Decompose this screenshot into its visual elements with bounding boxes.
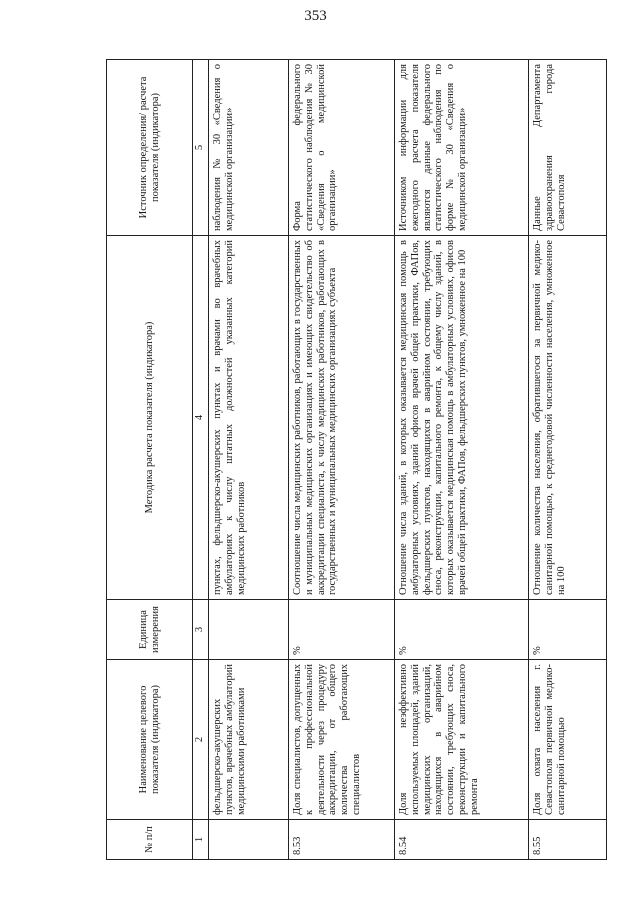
indicator-table bbox=[106, 59, 607, 860]
column-number: 4 bbox=[193, 236, 209, 600]
indicator-name: фельдшерско-акушерских пунктов, врачебных амбулаторий медицинскими работниками bbox=[209, 660, 289, 820]
table-row bbox=[289, 60, 395, 860]
row-number: 8.55 bbox=[529, 820, 607, 860]
header-indicator-name: Наименование целевого показателя (индикатора) bbox=[107, 660, 193, 820]
source: наблюдения № 30 «Сведения о медицинской организации» bbox=[209, 60, 289, 236]
table-header-row bbox=[107, 60, 193, 860]
column-number: 1 bbox=[193, 820, 209, 860]
row-number: 8.54 bbox=[395, 820, 529, 860]
column-number-row bbox=[193, 60, 209, 860]
unit bbox=[209, 600, 289, 660]
header-unit: Единица измерения bbox=[107, 600, 193, 660]
rotated-table-area bbox=[106, 60, 606, 860]
row-number bbox=[209, 820, 289, 860]
table-row bbox=[529, 60, 607, 860]
method: Соотношение числа медицинских работников, работающих в государственных и муниципальных медицинских организациях и имеющих свидетельство об аккредитации специалиста, к числу медицинских работников, работающих в государственных и муниципальных медицинских организациях субъекта bbox=[289, 236, 395, 600]
indicator-name: Доля специалистов, допущенных к профессиональной деятельности через процедуру аккредитации, от общего количества работающих специалистов bbox=[289, 660, 395, 820]
source: Форма федерального статистического наблюдения № 30 «Сведения о медицинской организации» bbox=[289, 60, 395, 236]
unit: % bbox=[395, 600, 529, 660]
page-number: 353 bbox=[304, 8, 327, 24]
column-number: 2 bbox=[193, 660, 209, 820]
row-number: 8.53 bbox=[289, 820, 395, 860]
indicator-name: Доля неэффективно используемых площадей, зданий медицинских организаций, находящихся в аварийном состоянии, требующих сноса, реконструкции и капитального ремонта bbox=[395, 660, 529, 820]
header-method: Методика расчета показателя (индикатора) bbox=[107, 236, 193, 600]
indicator-name: Доля охвата населения г. Севастополя первичной медико-санитарной помощью bbox=[529, 660, 607, 820]
unit: % bbox=[289, 600, 395, 660]
method: Отношение количества населения, обратившегося за первичной медико-санитарной помощью, к среднегодовой численности населения, умноженное на 100 bbox=[529, 236, 607, 600]
header-number: № п/п bbox=[107, 820, 193, 860]
source: Данные Департамента здравоохранения города Севастополя bbox=[529, 60, 607, 236]
source: Источником информации для ежегодного расчета показателя являются данные федерального статистического наблюдения по форме № 30 «Сведения о медицинской организации» bbox=[395, 60, 529, 236]
header-source: Источник определения/ расчета показателя (индикатора) bbox=[107, 60, 193, 236]
method: Отношение числа зданий, в которых оказывается медицинская помощь в амбулаторных условиях, зданий офисов врачей общей практики, ФАПов, фельдшерских пунктов, находящихся в аварийном состоянии, требующих сноса, реконструкции, капитального ремонта, к общему числу зданий, в которых оказывается медицинская помощь в амбулаторных условиях, офисов врачей общей практики, ФАПов, фельдшерских пунктов, умноженное на 100 bbox=[395, 236, 529, 600]
table-row bbox=[395, 60, 529, 860]
unit: % bbox=[529, 600, 607, 660]
table-row bbox=[209, 60, 289, 860]
column-number: 5 bbox=[193, 60, 209, 236]
method: пунктах, фельдшерско-акушерских пунктах и врачами во врачебных амбулаториях к числу штатных должностей указанных категорий медицинских работников bbox=[209, 236, 289, 600]
column-number: 3 bbox=[193, 600, 209, 660]
